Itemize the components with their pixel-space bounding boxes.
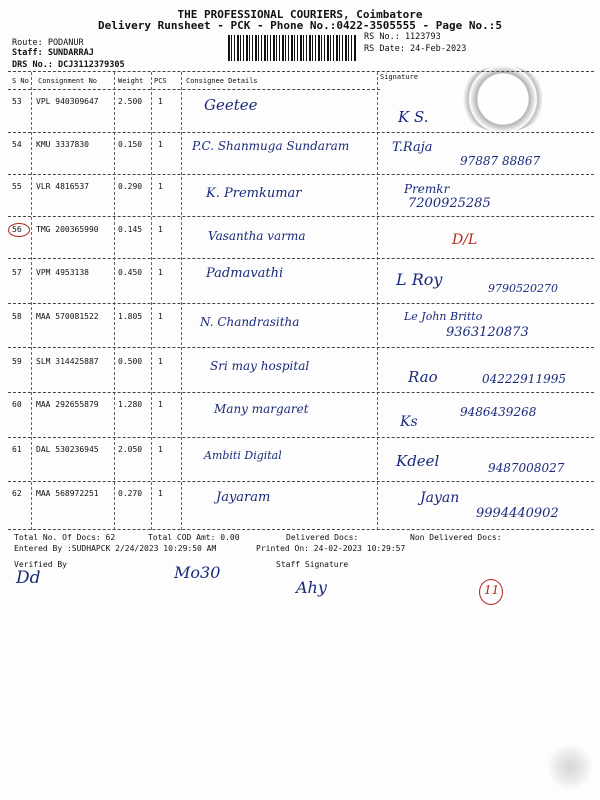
col-sno: S No bbox=[12, 77, 29, 85]
status-note-handwriting: D/L bbox=[452, 232, 478, 248]
phone-handwriting: 9790520270 bbox=[488, 282, 558, 295]
row-weight: 0.290 bbox=[118, 182, 143, 191]
row-sno: 59 bbox=[12, 357, 22, 366]
signature-handwriting: T.Raja bbox=[392, 140, 433, 155]
row-pcs: 1 bbox=[158, 97, 163, 106]
column-separator bbox=[377, 72, 378, 530]
verified-by-label: Verified By bbox=[14, 560, 67, 569]
staff-signature-label: Staff Signature bbox=[276, 560, 349, 569]
rs-date: RS Date: 24-Feb-2023 bbox=[364, 44, 467, 54]
signature-handwriting: Jayan bbox=[420, 490, 460, 506]
column-separator bbox=[31, 72, 32, 530]
row-pcs: 1 bbox=[158, 357, 163, 366]
row-consignment: MAA 292655879 bbox=[36, 400, 99, 409]
row-sno: 58 bbox=[12, 312, 22, 321]
row-pcs: 1 bbox=[158, 225, 163, 234]
consignee-handwriting: K. Premkumar bbox=[206, 186, 302, 201]
barcode bbox=[228, 35, 356, 61]
consignee-handwriting: N. Chandrasitha bbox=[200, 315, 300, 329]
company-title: THE PROFESSIONAL COURIERS, Coimbatore bbox=[177, 8, 423, 21]
staff-signature: Ahy bbox=[296, 578, 327, 597]
signature-handwriting: Premkr bbox=[404, 182, 450, 196]
divider bbox=[8, 89, 380, 90]
phone-handwriting: 9363120873 bbox=[446, 325, 529, 340]
divider bbox=[8, 174, 594, 175]
divider bbox=[8, 481, 594, 482]
col-pcs: PCS bbox=[154, 77, 167, 85]
divider bbox=[8, 216, 594, 217]
col-weight: Weight bbox=[118, 77, 144, 85]
consignee-handwriting: Vasantha varma bbox=[208, 229, 306, 243]
phone-handwriting: 9994440902 bbox=[476, 506, 559, 521]
row-consignment: VPM 4953138 bbox=[36, 268, 89, 277]
row-consignment: DAL 530236945 bbox=[36, 445, 99, 454]
column-separator bbox=[151, 72, 152, 530]
row-sno: 60 bbox=[12, 400, 22, 409]
row-sno: 53 bbox=[12, 97, 22, 106]
consignee-handwriting: Ambiti Digital bbox=[204, 449, 282, 462]
phone-handwriting: 9486439268 bbox=[460, 405, 537, 419]
entered-by: Entered By :SUDHAPCK 2/24/2023 10:29:50 AM bbox=[14, 544, 217, 553]
printed-on: Printed On: 24-02-2023 10:29:57 bbox=[256, 544, 406, 553]
row-weight: 0.270 bbox=[118, 489, 143, 498]
phone-handwriting: 04222911995 bbox=[482, 372, 566, 386]
column-separator bbox=[181, 72, 182, 530]
consignee-handwriting: Sri may hospital bbox=[210, 359, 310, 373]
row-consignment: VPL 940309647 bbox=[36, 97, 99, 106]
row-pcs: 1 bbox=[158, 312, 163, 321]
smudge bbox=[548, 742, 592, 792]
signature-handwriting: Le John Britto bbox=[404, 310, 483, 323]
signature-handwriting: Rao bbox=[408, 368, 438, 386]
row-consignment: TMG 200365990 bbox=[36, 225, 99, 234]
row-pcs: 1 bbox=[158, 400, 163, 409]
non-delivered-docs: Non Delivered Docs: bbox=[410, 533, 502, 542]
row-weight: 1.805 bbox=[118, 312, 143, 321]
col-signature: Signature bbox=[380, 73, 418, 81]
row-weight: 1.280 bbox=[118, 400, 143, 409]
row-pcs: 1 bbox=[158, 489, 163, 498]
row-sno: 61 bbox=[12, 445, 22, 454]
drs-number: DRS No.: DCJ3112379305 bbox=[12, 60, 125, 70]
col-consignee: Consignee Details bbox=[186, 77, 258, 85]
row-consignment: MAA 568972251 bbox=[36, 489, 99, 498]
staff-label: Staff: SUNDARRAJ bbox=[12, 48, 94, 58]
row-consignment: VLR 4816537 bbox=[36, 182, 89, 191]
row-weight: 0.450 bbox=[118, 268, 143, 277]
divider bbox=[8, 392, 594, 393]
page-mark-handwriting: 11 bbox=[484, 583, 500, 597]
row-weight: 0.500 bbox=[118, 357, 143, 366]
divider bbox=[8, 303, 594, 304]
consignee-handwriting: Jayaram bbox=[216, 490, 271, 505]
total-docs: Total No. Of Docs: 62 bbox=[14, 533, 116, 542]
route-label: Route: PODANUR bbox=[12, 38, 84, 48]
divider bbox=[8, 132, 594, 133]
handwritten-mark: Mo30 bbox=[174, 563, 221, 582]
row-sno: 55 bbox=[12, 182, 22, 191]
row-consignment: MAA 570081522 bbox=[36, 312, 99, 321]
consignee-handwriting: P.C. Shanmuga Sundaram bbox=[192, 139, 350, 153]
signature-handwriting: Kdeel bbox=[396, 452, 440, 470]
verified-signature: Dd bbox=[16, 568, 41, 588]
row-sno: 54 bbox=[12, 140, 22, 149]
signature-handwriting: L Roy bbox=[396, 270, 443, 289]
col-consignment: Consignment No bbox=[38, 77, 98, 85]
row-sno: 62 bbox=[12, 489, 22, 498]
phone-handwriting: 97887 88867 bbox=[460, 154, 541, 168]
signature-handwriting: K S. bbox=[398, 108, 429, 126]
row-weight: 2.050 bbox=[118, 445, 143, 454]
divider bbox=[8, 347, 594, 348]
consignee-handwriting: Many margaret bbox=[214, 402, 309, 416]
stamp-seal bbox=[458, 66, 548, 132]
signature-handwriting: Ks bbox=[400, 414, 418, 430]
phone-handwriting: 7200925285 bbox=[408, 196, 491, 211]
row-sno: 57 bbox=[12, 268, 22, 277]
consignee-handwriting: Padmavathi bbox=[206, 266, 284, 281]
row-sno: 56 bbox=[12, 225, 22, 234]
row-pcs: 1 bbox=[158, 445, 163, 454]
consignee-handwriting: Geetee bbox=[204, 96, 258, 114]
row-consignment: KMU 3337830 bbox=[36, 140, 89, 149]
rs-number: RS No.: 1123793 bbox=[364, 32, 441, 42]
column-separator bbox=[114, 72, 115, 530]
row-pcs: 1 bbox=[158, 268, 163, 277]
row-consignment: SLM 314425887 bbox=[36, 357, 99, 366]
divider bbox=[8, 258, 594, 259]
phone-handwriting: 9487008027 bbox=[488, 461, 565, 475]
divider bbox=[8, 437, 594, 438]
row-weight: 0.150 bbox=[118, 140, 143, 149]
row-pcs: 1 bbox=[158, 140, 163, 149]
row-pcs: 1 bbox=[158, 182, 163, 191]
divider bbox=[8, 71, 594, 72]
total-cod: Total COD Amt: 0.00 bbox=[148, 533, 240, 542]
divider bbox=[8, 529, 594, 530]
row-weight: 0.145 bbox=[118, 225, 143, 234]
row-weight: 2.500 bbox=[118, 97, 143, 106]
delivered-docs: Delivered Docs: bbox=[286, 533, 359, 542]
runsheet-title: Delivery Runsheet - PCK - Phone No.:0422-3505555 - Page No.:5 bbox=[98, 19, 502, 32]
